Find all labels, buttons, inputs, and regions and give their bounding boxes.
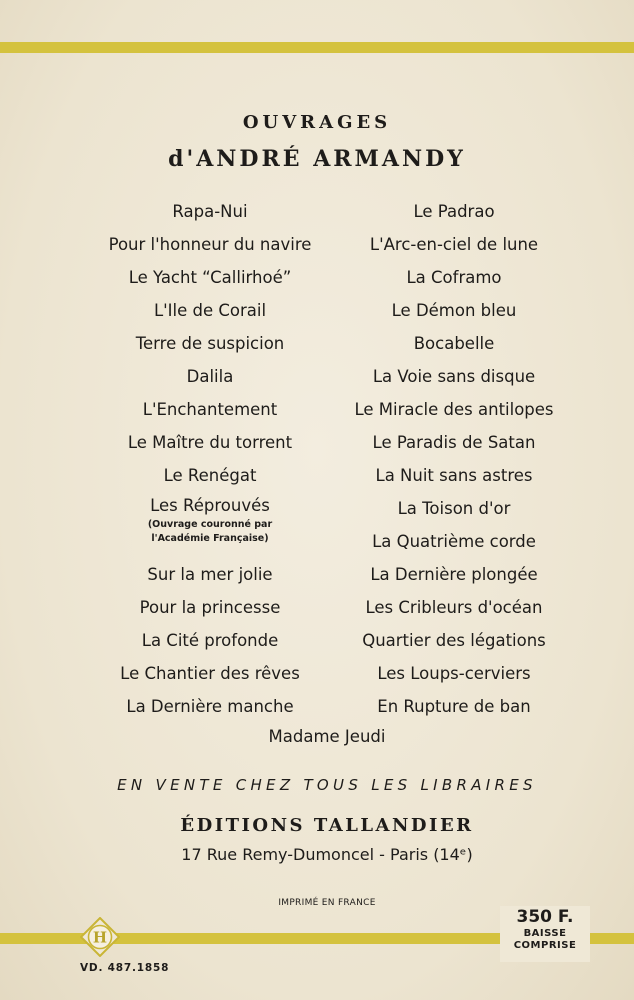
publisher-name: ÉDITIONS TALLANDIER <box>180 815 474 836</box>
header-author: d'ANDRÉ ARMANDY <box>168 146 466 172</box>
title-item: Dalila <box>186 367 234 386</box>
title-item: Le Maître du torrent <box>127 433 293 452</box>
title-item: L'Ile de Corail <box>153 301 267 320</box>
publisher-logo-icon <box>80 917 120 957</box>
title-item: La Toison d'or <box>397 499 511 518</box>
title-item: Le Paradis de Satan <box>372 433 536 452</box>
publisher-address: 17 Rue Remy-Dumoncel - Paris (14ᵉ) <box>181 845 473 864</box>
price-label <box>500 906 590 962</box>
title-item: La Nuit sans astres <box>375 466 533 485</box>
right-title-column <box>304 199 604 727</box>
title-item: Rapa-Nui <box>172 202 248 221</box>
logo-letter: H <box>92 928 108 947</box>
title-item: Le Chantier des rêves <box>120 664 300 683</box>
title-item: Les Réprouvés <box>150 496 270 515</box>
title-item: Bocabelle <box>413 334 495 353</box>
printed-in-france: IMPRIMÉ EN FRANCE <box>278 898 376 908</box>
title-item: L'Arc-en-ciel de lune <box>369 235 539 254</box>
title-item: Le Miracle des antilopes <box>354 400 554 419</box>
title-item: En Rupture de ban <box>377 697 531 716</box>
price-note-line2: COMPRISE <box>513 940 577 951</box>
title-item: Pour la princesse <box>139 598 281 617</box>
header-ouvrages: OUVRAGES <box>242 112 392 133</box>
title-item: Le Renégat <box>163 466 257 485</box>
title-item: Les Cribleurs d'océan <box>365 598 543 617</box>
sale-notice: EN VENTE CHEZ TOUS LES LIBRAIRES <box>117 776 537 794</box>
title-item: L'Enchantement <box>142 400 278 419</box>
catalog-code: VD. 487.1858 <box>80 962 170 974</box>
award-note-line1: (Ouvrage couronné par <box>147 519 273 530</box>
title-item: La Voie sans disque <box>372 367 536 386</box>
top-yellow-band <box>0 42 634 53</box>
title-item: Le Démon bleu <box>391 301 517 320</box>
award-note-line2: l'Académie Française) <box>151 533 269 544</box>
title-item: La Cité profonde <box>141 631 279 650</box>
title-item: La Dernière plongée <box>370 565 538 584</box>
price-value: 350 F. <box>516 907 574 927</box>
title-item: Terre de suspicion <box>135 334 285 353</box>
title-item: Les Loups-cerviers <box>377 664 531 683</box>
title-item: Le Padrao <box>413 202 495 221</box>
title-item: Sur la mer jolie <box>147 565 273 584</box>
price-note-line1: BAISSE <box>523 928 567 939</box>
title-item: La Dernière manche <box>126 697 294 716</box>
title-item: Pour l'honneur du navire <box>108 235 312 254</box>
title-item: Quartier des légations <box>362 631 546 650</box>
title-item: Le Yacht “Callirhoé” <box>128 268 292 287</box>
title-item: La Quatrième corde <box>372 532 536 551</box>
title-item: La Coframo <box>406 268 502 287</box>
center-title: Madame Jeudi <box>268 727 386 746</box>
